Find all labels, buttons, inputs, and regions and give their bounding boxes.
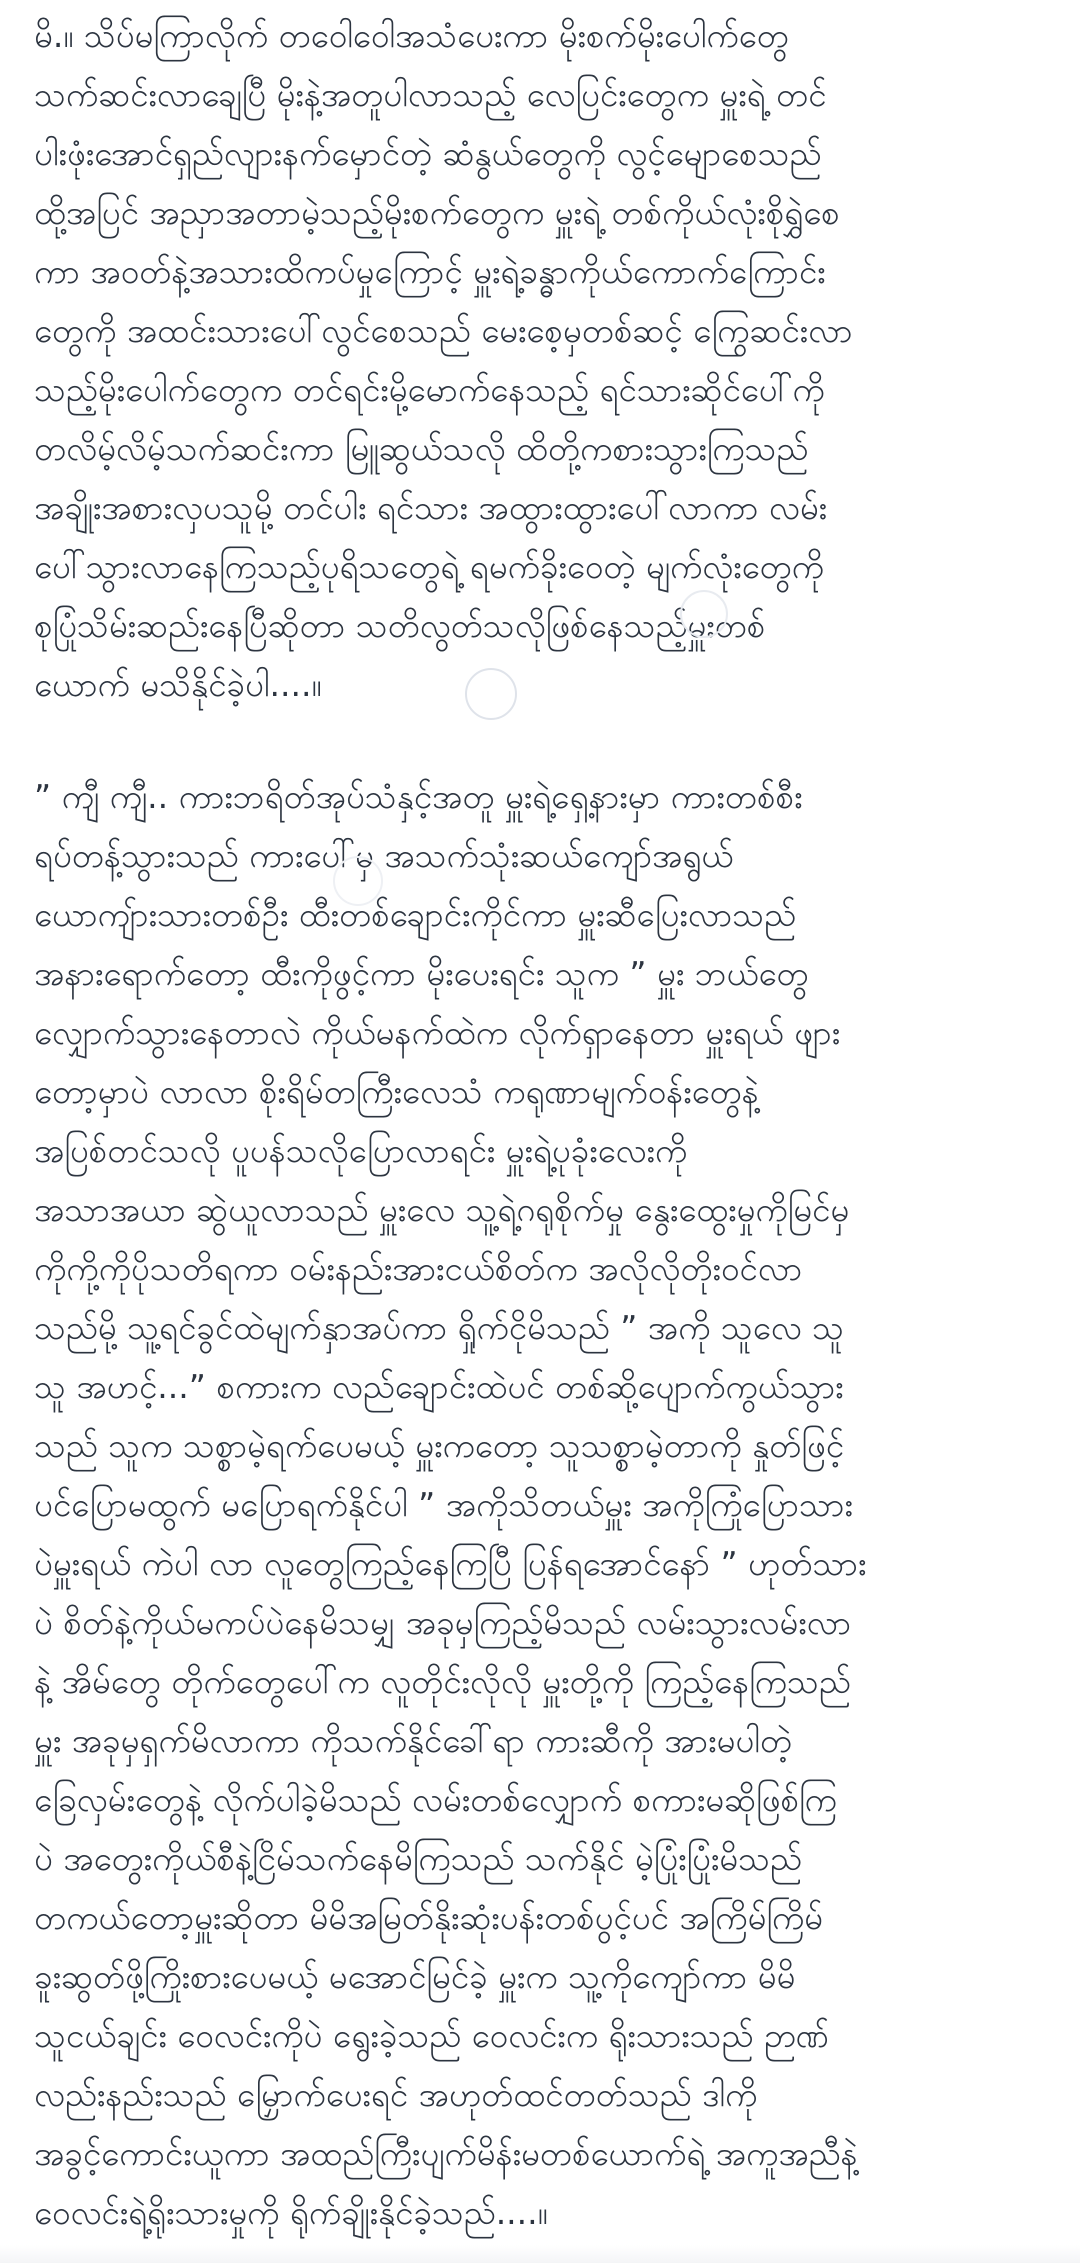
text-line: လျှောက်သွားနေတာလဲ ကိုယ်မနက်ထဲက လိုက်ရှာနေတာ မှူးရယ် ဖျား [34, 1013, 841, 1052]
text-line: သူငယ်ချင်း ဝေလင်းကိုပဲ ရွေးခဲ့သည် ဝေလင်းက ရိုးသားသည် ဉာဏ် [34, 2016, 830, 2055]
text-line: လည်းနည်းသည် မြှောက်ပေးရင် အဟုတ်ထင်တတ်သည် ဒါကို [34, 2075, 758, 2114]
text-line: ပဲ စိတ်နဲ့ကိုယ်မကပ်ပဲနေမိသမျှ အခုမှကြည့်မိသည် လမ်းသွားလမ်းလာ [34, 1603, 852, 1642]
text-line: နဲ့ အိမ်တွေ တိုက်တွေပေါ်က လူတိုင်းလိုလို မှူးတို့ကို ကြည့်နေကြသည် [34, 1662, 851, 1701]
text-line: ယောက် မသိနိုင်ခဲ့ပါ....။ [34, 665, 322, 704]
text-line: ပါးဖုံးအောင်ရှည်လျားနက်မှောင်တဲ့ ဆံနွယ်တွေကို လွင့်မျောစေသည် [34, 134, 822, 173]
text-line: ” ကျီ ကျီ.. ကားဘရိတ်အုပ်သံနှင့်အတူ မှူးရဲ့ရှေ့နားမှာ ကားတစ်စီး [34, 777, 803, 816]
text-line: ကိုကို့ကိုပိုသတိရကာ ဝမ်းနည်းအားငယ်စိတ်က အလိုလိုတိုးဝင်လာ [34, 1249, 803, 1288]
text-line: စုပြုံသိမ်းဆည်းနေပြီဆိုတာ သတိလွတ်သလိုဖြစ်နေသည့်မှူးတစ် [34, 606, 766, 645]
text-line: ဝေလင်းရဲ့ရိုးသားမှုကို ရိုက်ချိုးနိုင်ခဲ့သည်....။ [34, 2193, 548, 2232]
text-line: အပြစ်တင်သလို ပူပန်သလိုပြောလာရင်း မှူးရဲ့ပုခုံးလေးကို [34, 1131, 688, 1170]
text-line: ပဲ အတွေးကိုယ်စီနဲ့ငြိမ်သက်နေမိကြသည် သက်နိုင် မဲ့ပြုံးပြုံးမိသည် [34, 1839, 802, 1878]
text-line: သည်မို့ သူ့ရင်ခွင်ထဲမျက်နှာအပ်ကာ ရှိုက်ငိုမိသည် ” အကို သူလေ သူ [34, 1308, 845, 1347]
text-line: သူ အဟင့်...” စကားက လည်ချောင်းထဲပင် တစ်ဆို့ပျောက်ကွယ်သွား [34, 1367, 844, 1406]
text-line: သက်ဆင်းလာချေပြီ မိုးနဲ့အတူပါလာသည့် လေပြင်းတွေက မှူးရဲ့ တင် [34, 75, 827, 114]
text-line: တကယ်တော့မှူးဆိုတာ မိမိအမြတ်နိုးဆုံးပန်းတစ်ပွင့်ပင် အကြိမ်ကြိမ် [34, 1898, 824, 1937]
text-line: တွေကို အထင်းသားပေါ်လွင်စေသည် မေးစေ့မှတစ်ဆင့် ကြွေဆင်းလာ [34, 311, 853, 350]
text-line: အချိုးအစားလှပသူမို့ တင်ပါး ရင်သား အထွားထွားပေါ်လာကာ လမ်း [34, 488, 828, 527]
text-line: အသာအယာ ဆွဲယူလာသည် မှူးလေ သူ့ရဲ့ဂရုစိုက်မှု နွေးထွေးမှုကိုမြင်မှ [34, 1190, 850, 1229]
text-line: မှူး အခုမှရှက်မိလာကာ ကိုသက်နိုင်ခေါ်ရာ ကားဆီကို အားမပါတဲ့ [34, 1721, 792, 1760]
text-line: ကာ အဝတ်နဲ့အသားထိကပ်မှုကြောင့် မှူးရဲ့ခန္ဓာကိုယ်ကောက်ကြောင်း [34, 252, 826, 291]
text-line: ခြေလှမ်းတွေနဲ့ လိုက်ပါခဲ့မိသည် လမ်းတစ်လျှောက် စကားမဆိုဖြစ်ကြ [34, 1780, 837, 1819]
text-line: သည် သူက သစ္စာမဲ့ရက်ပေမယ့် မှူးကတော့ သူသစ္စာမဲ့တာကို နှုတ်ဖြင့် [34, 1426, 844, 1465]
page-bottom-edge [0, 2245, 1080, 2263]
story-paragraph-2 [34, 767, 1046, 2242]
text-line: ပဲမှူးရယ် ကဲပါ လာ လူတွေကြည့်နေကြပြီ ပြန်ရအောင်နော် ” ဟုတ်သား [34, 1544, 867, 1583]
text-line: ပင်ပြောမထွက် မပြောရက်နိုင်ပါ ” အကိုသိတယ်မှူး အကိုကြုံပြောသား [34, 1485, 853, 1524]
text-line: ထို့အပြင် အညှာအတာမဲ့သည့်မိုးစက်တွေက မှူးရဲ့ တစ်ကိုယ်လုံးစိုရွှဲစေ [34, 193, 840, 232]
text-line: တော့မှာပဲ လာလာ စိုးရိမ်တကြီးလေသံ ကရုဏာမျက်ဝန်းတွေနဲ့ [34, 1072, 759, 1111]
story-paragraph-1 [34, 6, 1046, 714]
text-line: မိ.။ သိပ်မကြာလိုက် တဝေါဝေါအသံပေးကာ မိုးစက်မိုးပေါက်တွေ [34, 16, 789, 55]
text-line: သည့်မိုးပေါက်တွေက တင်ရင်းမို့မောက်နေသည့် ရင်သားဆိုင်ပေါ်ကို [34, 370, 825, 409]
text-line: ပေါ်သွားလာနေကြသည့်ပုရိသတွေရဲ့ ရမက်ခိုးဝေတဲ့ မျက်လုံးတွေကို [34, 547, 824, 586]
text-line: တလိမ့်လိမ့်သက်ဆင်းကာ မြူဆွယ်သလို ထိတို့ကစားသွားကြသည် [34, 429, 809, 468]
text-line: ရပ်တန့်သွားသည် ကားပေါ်မှ အသက်သုံးဆယ်ကျော်အရွယ် [34, 836, 734, 875]
text-line: အခွင့်ကောင်းယူကာ အထည်ကြီးပျက်မိန်းမတစ်ယောက်ရဲ့ အကူအညီနဲ့ [34, 2134, 858, 2173]
text-line: ခူးဆွတ်ဖို့ကြိုးစားပေမယ့် မအောင်မြင်ခဲ့ မှူးက သူ့ကိုကျော်ကာ မိမိ [34, 1957, 796, 1996]
text-line: အနားရောက်တော့ ထီးကိုဖွင့်ကာ မိုးပေးရင်း သူက ” မှူး ဘယ်တွေ [34, 954, 809, 993]
text-line: ယောကျ်ားသားတစ်ဦး ထီးတစ်ချောင်းကိုင်ကာ မှူးဆီပြေးလာသည် [34, 895, 797, 934]
